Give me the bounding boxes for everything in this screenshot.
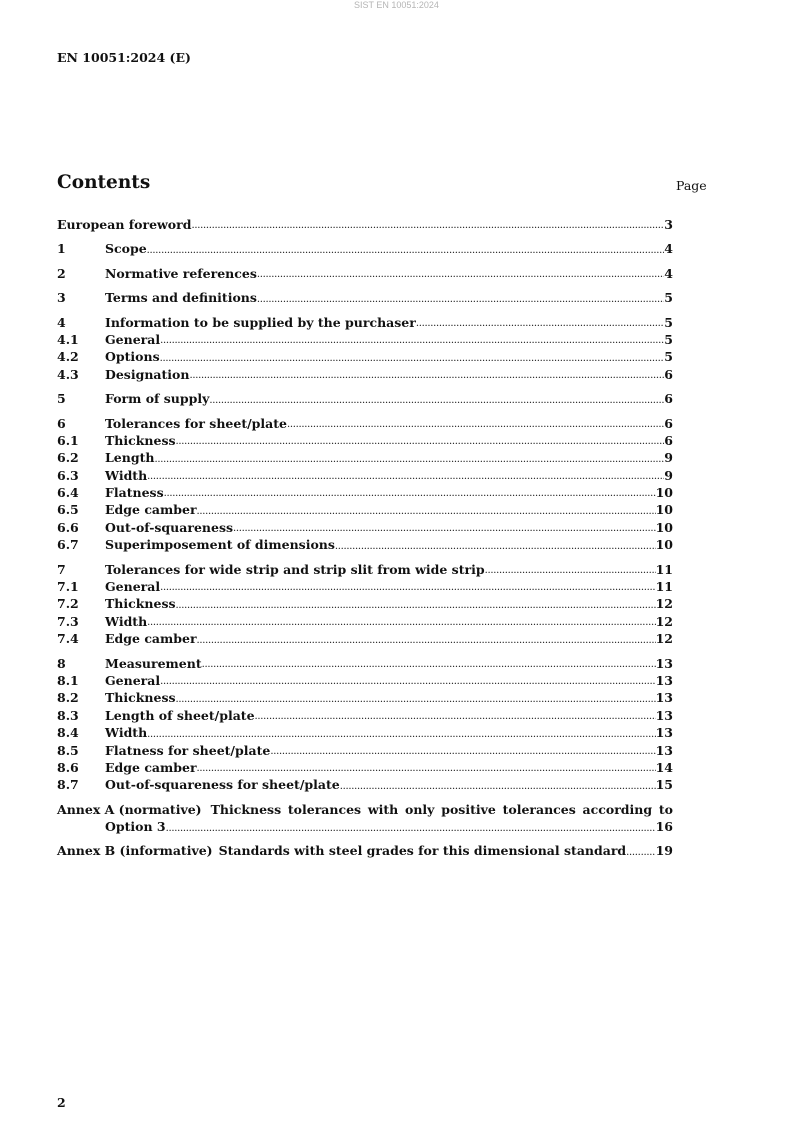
dot-leader	[160, 351, 665, 366]
toc-entry-page: 10	[655, 485, 673, 501]
dot-leader	[255, 709, 656, 724]
toc-entry-title: Edge camber	[105, 759, 197, 775]
toc-entry-number: 6.2	[57, 450, 79, 466]
toc-annex-b-group	[57, 843, 673, 860]
toc-entry-page: 5	[664, 349, 673, 365]
toc-entry-title: Thickness	[105, 596, 176, 612]
toc-entry-title: Out-of-squareness for sheet/plate	[105, 777, 340, 793]
toc-annex-a-group	[57, 801, 673, 836]
toc-entry-page: 5	[664, 290, 673, 306]
dot-leader	[485, 563, 656, 578]
dot-leader	[176, 434, 665, 449]
toc-entry-page: 6	[664, 366, 673, 382]
toc-entry-title: Width	[105, 467, 148, 483]
page-number: 2	[57, 1095, 66, 1110]
toc-entry-page: 9	[664, 467, 673, 483]
dot-leader	[160, 580, 655, 595]
toc-group	[57, 265, 673, 282]
toc-entry-title: Normative references	[105, 265, 257, 281]
toc-entry-page: 10	[655, 519, 673, 535]
toc-entry[interactable]	[57, 240, 673, 257]
toc-group	[57, 314, 673, 384]
document-id: EN 10051:2024 (E)	[57, 50, 191, 65]
dot-leader	[160, 333, 664, 348]
watermark: SIST EN 10051:2024	[354, 0, 439, 10]
toc-entry[interactable]	[57, 432, 673, 449]
toc-entry-title: Width	[105, 725, 148, 741]
toc-entry-page: 13	[655, 672, 673, 688]
toc-entry-number: 8.7	[57, 777, 79, 793]
toc-entry[interactable]	[57, 484, 673, 501]
dot-leader	[176, 598, 656, 613]
toc-entry-number: 8.5	[57, 742, 79, 758]
toc-group	[57, 240, 673, 257]
toc-entry-annex-b[interactable]	[57, 843, 673, 860]
toc-entry-annex-a[interactable]	[57, 801, 673, 818]
dot-leader	[154, 452, 664, 467]
toc-entry[interactable]	[57, 519, 673, 536]
toc-entry-title: European foreword	[57, 216, 192, 232]
toc-entry[interactable]	[57, 595, 673, 612]
toc-entry-number: 6	[57, 415, 66, 431]
toc-entry-page: 11	[655, 579, 673, 595]
toc-entry-page: 10	[655, 502, 673, 518]
dot-leader	[164, 486, 656, 501]
toc-entry-page: 9	[664, 450, 673, 466]
contents-heading: Contents	[57, 172, 151, 193]
toc-group	[57, 655, 673, 794]
toc-entry-page: 13	[655, 690, 673, 706]
toc-entry[interactable]	[57, 759, 673, 776]
toc-entry[interactable]	[57, 501, 673, 518]
toc-entry-page: 14	[655, 759, 673, 775]
annex-a-title-continuation: Option 3	[105, 819, 166, 835]
toc-entry-title: Edge camber	[105, 502, 197, 518]
toc-entry-number: 1	[57, 241, 66, 257]
toc-entry[interactable]	[57, 265, 673, 282]
toc-entry-title: General	[105, 579, 161, 595]
toc-entry-number: 7.1	[57, 579, 79, 595]
toc-entry[interactable]	[57, 561, 673, 578]
dot-leader	[202, 657, 656, 672]
toc-entry[interactable]	[57, 613, 673, 630]
toc-entry-page: 4	[664, 241, 673, 257]
toc-entry-title: Length of sheet/plate	[105, 707, 255, 723]
toc-entry-page: 5	[664, 331, 673, 347]
toc-entry-page: 6	[664, 415, 673, 431]
dot-leader	[233, 521, 656, 536]
toc-entry-title: Flatness for sheet/plate	[105, 742, 271, 758]
toc-entry-title: Measurement	[105, 655, 202, 671]
toc-entry-number: 8.6	[57, 759, 79, 775]
dot-leader	[287, 417, 664, 432]
toc-group	[57, 390, 673, 407]
toc-entry-title: Thickness	[105, 432, 176, 448]
dot-leader	[257, 267, 664, 282]
toc-entry[interactable]	[57, 331, 673, 348]
toc-entry[interactable]	[57, 630, 673, 647]
toc-entry-number: 7.3	[57, 613, 79, 629]
toc-entry[interactable]	[57, 655, 673, 672]
annex-b-title: Standards with steel grades for this dimensional standard	[218, 843, 627, 859]
toc-entry-number: 4.3	[57, 366, 79, 382]
toc-entry[interactable]	[57, 449, 673, 466]
dot-leader	[209, 393, 664, 408]
toc-group	[57, 289, 673, 306]
toc-entry-title: Flatness	[105, 485, 164, 501]
toc-entry-number: 7.4	[57, 631, 79, 647]
toc-entry-title: General	[105, 331, 161, 347]
table-of-contents	[57, 216, 673, 860]
toc-entry-title: Tolerances for wide strip and strip slit from wide strip	[105, 561, 485, 577]
toc-entry-number: 2	[57, 265, 66, 281]
toc-entry-number: 4	[57, 314, 66, 330]
dot-leader	[160, 674, 655, 689]
dot-leader	[189, 368, 664, 383]
toc-entry-number: 4.2	[57, 349, 79, 365]
toc-entry-page: 5	[664, 314, 673, 330]
toc-entry-number: 8.1	[57, 672, 79, 688]
dot-leader	[197, 761, 656, 776]
dot-leader	[147, 243, 665, 258]
dot-leader	[176, 692, 656, 707]
toc-entry-number: 6.7	[57, 537, 79, 553]
dot-leader	[197, 633, 656, 648]
toc-entry[interactable]	[57, 672, 673, 689]
toc-entry-page: 12	[655, 596, 673, 612]
toc-entry-page: 12	[655, 613, 673, 629]
toc-entry-number: 8.4	[57, 725, 79, 741]
annex-a-title: Thickness tolerances with only positive tolerances according to	[210, 801, 673, 817]
toc-entry-number: 7	[57, 561, 66, 577]
toc-group	[57, 216, 673, 233]
toc-entry-number: 6.1	[57, 432, 79, 448]
toc-entry[interactable]	[57, 742, 673, 759]
toc-entry-title: Form of supply	[105, 391, 210, 407]
toc-entry-title: Options	[105, 349, 160, 365]
dot-leader	[257, 292, 664, 307]
toc-entry-title: Out-of-squareness	[105, 519, 234, 535]
dot-leader	[147, 469, 664, 484]
toc-entry[interactable]	[57, 689, 673, 706]
toc-entry-number: 8.3	[57, 707, 79, 723]
dot-leader	[335, 539, 656, 554]
toc-entry-title: Terms and definitions	[105, 290, 257, 306]
toc-entry-page: 4	[664, 265, 673, 281]
toc-entry[interactable]	[57, 776, 673, 793]
annex-b-page: 19	[655, 843, 673, 859]
dot-leader	[197, 504, 656, 519]
toc-entry-number: 8	[57, 655, 66, 671]
toc-entry-page: 13	[655, 707, 673, 723]
toc-entry-page: 15	[655, 777, 673, 793]
dot-leader	[416, 316, 664, 331]
toc-entry-page: 13	[655, 742, 673, 758]
toc-entry[interactable]	[57, 536, 673, 553]
dot-leader	[147, 727, 655, 742]
toc-entry-page: 12	[655, 631, 673, 647]
toc-entry-number: 6.3	[57, 467, 79, 483]
toc-group	[57, 415, 673, 554]
toc-entry-title: Information to be supplied by the purchaser	[105, 314, 416, 330]
toc-entry-page: 11	[655, 561, 673, 577]
toc-entry-title: Length	[105, 450, 155, 466]
toc-entry[interactable]	[57, 415, 673, 432]
toc-group	[57, 561, 673, 648]
toc-entry-number: 6.5	[57, 502, 79, 518]
toc-entry[interactable]	[57, 314, 673, 331]
toc-entry-page: 6	[664, 391, 673, 407]
toc-entry[interactable]	[57, 366, 673, 383]
toc-entry[interactable]	[57, 289, 673, 306]
toc-entry-page: 13	[655, 725, 673, 741]
toc-entry-title: Width	[105, 613, 148, 629]
dot-leader	[166, 821, 656, 836]
dot-leader	[270, 744, 655, 759]
toc-entry[interactable]	[57, 578, 673, 595]
toc-entry-number: 6.6	[57, 519, 79, 535]
annex-a-label: Annex A (normative)	[57, 801, 202, 817]
toc-entry[interactable]	[57, 707, 673, 724]
toc-entry-title: Designation	[105, 366, 190, 382]
page-column-label: Page	[676, 178, 707, 193]
toc-entry-number: 5	[57, 391, 66, 407]
toc-entry[interactable]	[57, 390, 673, 407]
toc-entry-annex-a-continuation[interactable]	[57, 818, 673, 835]
toc-entry-number: 4.1	[57, 331, 79, 347]
toc-entry[interactable]	[57, 724, 673, 741]
dot-leader	[626, 845, 655, 860]
toc-entry-title: Scope	[105, 241, 147, 257]
annex-b-label: Annex B (informative)	[57, 843, 213, 859]
toc-entry[interactable]	[57, 467, 673, 484]
toc-entry-number: 6.4	[57, 485, 79, 501]
annex-a-page: 16	[655, 819, 673, 835]
toc-entry-title: Edge camber	[105, 631, 197, 647]
toc-entry-page: 10	[655, 537, 673, 553]
toc-entry[interactable]	[57, 216, 673, 233]
toc-entry-page: 3	[664, 216, 673, 232]
toc-entry-title: Superimposement of dimensions	[105, 537, 335, 553]
toc-entry-title: General	[105, 672, 161, 688]
toc-entry-number: 3	[57, 290, 66, 306]
toc-entry-number: 7.2	[57, 596, 79, 612]
toc-entry-title: Tolerances for sheet/plate	[105, 415, 287, 431]
toc-entry-title: Thickness	[105, 690, 176, 706]
toc-entry-page: 13	[655, 655, 673, 671]
toc-entry-number: 8.2	[57, 690, 79, 706]
dot-leader	[191, 218, 664, 233]
toc-entry[interactable]	[57, 348, 673, 365]
dot-leader	[340, 779, 656, 794]
dot-leader	[147, 615, 655, 630]
toc-entry-page: 6	[664, 432, 673, 448]
